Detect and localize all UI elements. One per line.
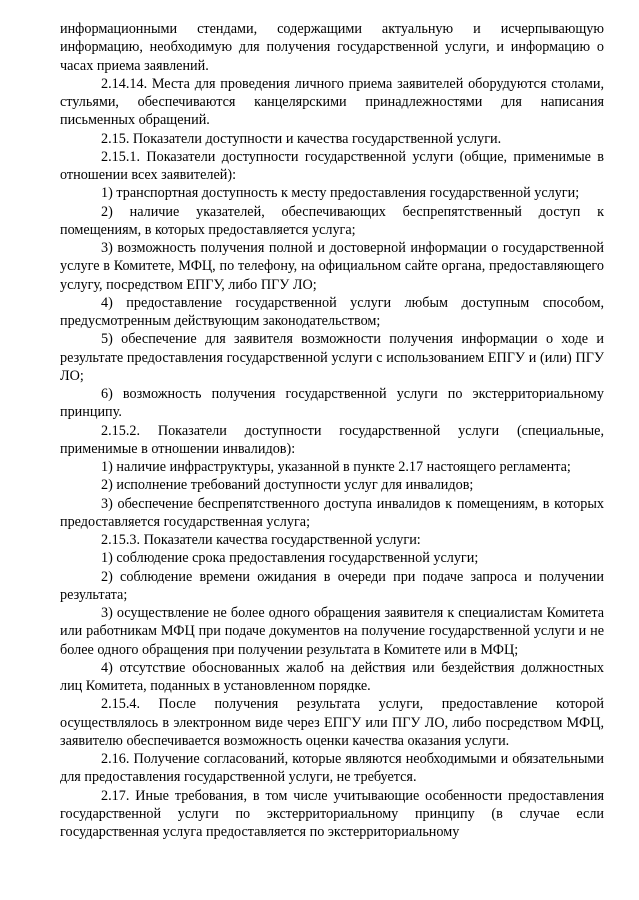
list-item-2-15-1-6: 6) возможность получения государственной услуги по экстерриториальному принципу.	[60, 386, 604, 421]
list-item-2-15-3-2: 2) соблюдение времени ожидания в очереди при подаче запроса и получении результата;	[60, 568, 604, 603]
list-item-2-15-3-3: 3) осуществление не более одного обращения заявителя к специалистам Комитета или работникам МФЦ при подаче документов на получение государственной услуги и не более одного обращения при получении результата в Комитете или в МФЦ;	[60, 605, 604, 658]
list-item-2-15-1-2: 2) наличие указателей, обеспечивающих беспрепятственный доступ к помещениям, в которых предоставляется услуга;	[60, 203, 604, 238]
list-item-2-15-2-2: 2) исполнение требований доступности услуг для инвалидов;	[101, 477, 474, 494]
list-item-2-15-3-4: 4) отсутствие обоснованных жалоб на действия или бездействия должностных лиц Комитета, поданных в установленном порядке.	[60, 659, 604, 694]
paragraph-2-15-4: 2.15.4. После получения результата услуги, предоставление которой осуществлялось в электронном виде через ЕПГУ или ПГУ ЛО, либо посредством МФЦ, заявителю обеспечивается возможность оценки качества оказания услуги.	[60, 696, 604, 749]
paragraph-2-14-14: 2.14.14. Места для проведения личного приема заявителей оборудуются столами, стульями, обеспечиваются канцелярскими принадлежностями для написания письменных обращений.	[60, 75, 604, 129]
document-page	[60, 20, 604, 841]
list-item-2-15-3-1: 1) соблюдение срока предоставления государственной услуги;	[101, 550, 479, 567]
paragraph-2-16: 2.16. Получение согласований, которые являются необходимыми и обязательными для предоставления государственной услуги, не требуется.	[60, 751, 604, 786]
list-item-2-15-1-1: 1) транспортная доступность к месту предоставления государственной услуги;	[101, 185, 580, 202]
list-item-2-15-1-4: 4) предоставление государственной услуги любым доступным способом, предусмотренным действующим законодательством;	[60, 294, 604, 329]
paragraph-2-15-1: 2.15.1. Показатели доступности государственной услуги (общие, применимые в отношении всех заявителей):	[60, 148, 604, 183]
paragraph-2-17: 2.17. Иные требования, в том числе учитывающие особенности предоставления государственной услуги по экстерриториальному принципу (в случае если государственная услуга предоставляется по экстерриториальному	[60, 787, 604, 840]
list-item-2-15-2-1: 1) наличие инфраструктуры, указанной в пункте 2.17 настоящего регламента;	[101, 459, 571, 475]
paragraph-continuation: информационными стендами, содержащими актуальную и исчерпывающую информацию, необходимую для получения государственной услуги, и информацию о часах приема заявлений.	[60, 21, 604, 74]
list-item-2-15-1-5: 5) обеспечение для заявителя возможности получения информации о ходе и результате предоставления государственной услуги с использованием ЕПГУ и (или) ПГУ ЛО;	[60, 331, 604, 384]
paragraph-2-15: 2.15. Показатели доступности и качества государственной услуги.	[101, 130, 502, 147]
paragraph-2-15-3: 2.15.3. Показатели качества государственной услуги:	[101, 532, 421, 548]
list-item-2-15-1-3: 3) возможность получения полной и достоверной информации о государственной услуге в Комитете, МФЦ, по телефону, на официальном сайте органа, предоставляющего услугу, посредством ЕПГУ, либо ПГУ ЛО;	[60, 240, 604, 293]
list-item-2-15-2-3: 3) обеспечение беспрепятственного доступа инвалидов к помещениям, в которых предоставляется государственная услуга;	[60, 495, 604, 530]
paragraph-2-15-2: 2.15.2. Показатели доступности государственной услуги (специальные, применимые в отношении инвалидов):	[60, 422, 604, 457]
